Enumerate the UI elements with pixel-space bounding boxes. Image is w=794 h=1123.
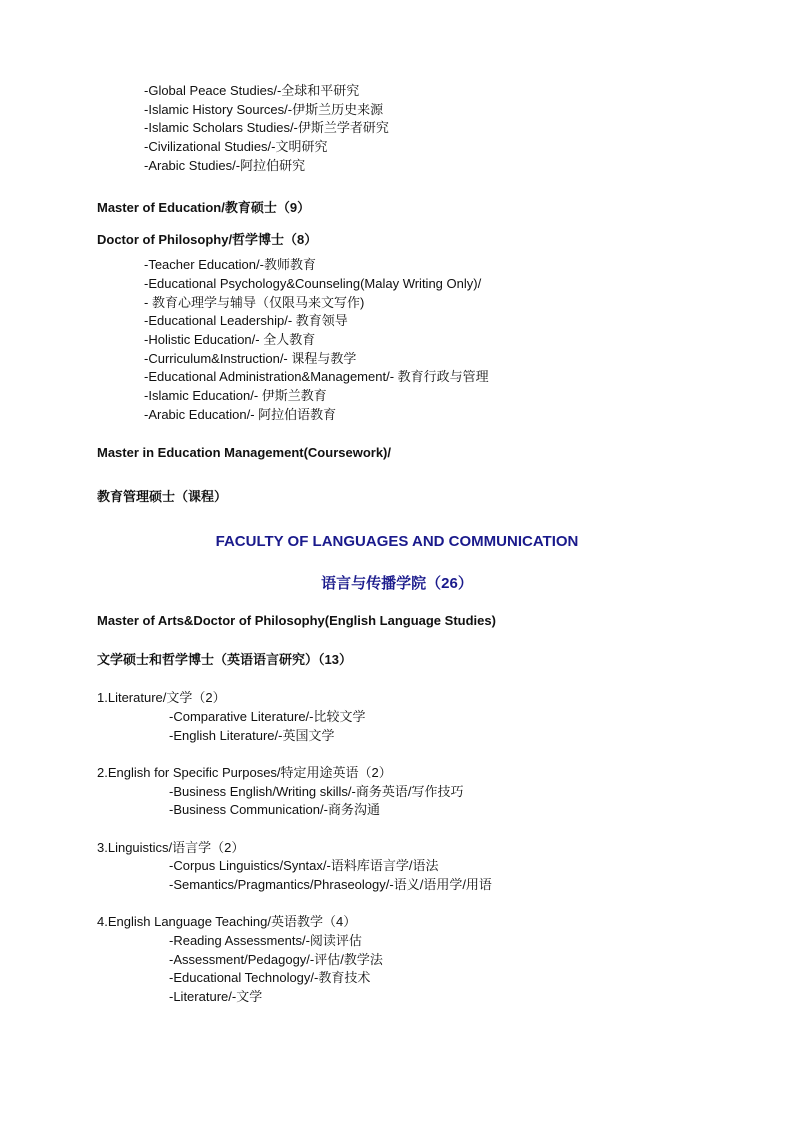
list-item: -Holistic Education/- 全人教育 [144,332,316,347]
faculty-title: FACULTY OF LANGUAGES AND COMMUNICATION [215,533,579,550]
list-item: -Comparative Literature/-比较文学 [169,709,366,724]
faculty-title-cn: 语言与传播学院（26） [321,575,473,592]
list-item: -Curriculum&Instruction/- 课程与教学 [144,351,357,366]
list-item: - 教育心理学与辅导（仅限马来文写作) [144,295,365,310]
list-item: -Civilizational Studies/-文明研究 [144,139,328,154]
area-title: 1.Literature/文学（2） [97,690,226,705]
list-item: -Islamic Education/- 伊斯兰教育 [144,388,327,403]
list-item: -Assessment/Pedagogy/-评估/教学法 [169,952,383,967]
area-title: 4.English Language Teaching/英语教学（4） [97,914,357,929]
list-item: -Arabic Education/- 阿拉伯语教育 [144,407,337,422]
list-item: -Business English/Writing skills/-商务英语/写作技巧 [169,784,464,799]
list-item: -Educational Leadership/- 教育领导 [144,313,348,328]
list-item: -Semantics/Pragmantics/Phraseology/-语义/语用学/用语 [169,877,492,892]
area-title: 2.English for Specific Purposes/特定用途英语（2） [97,765,392,780]
program-heading-mem-cn: 教育管理硕士（课程） [97,489,228,504]
program-heading-med: Master of Education/教育硕士（9） [97,200,311,215]
program-heading-ma-phd-cn: 文学硕士和哲学博士（英语语言研究）（13） [97,652,352,667]
list-item: -Islamic History Sources/-伊斯兰历史来源 [144,102,384,117]
list-item: -Corpus Linguistics/Syntax/-语料库语言学/语法 [169,858,439,873]
list-item: -Educational Psychology&Counseling(Malay Writing Only)/ [144,276,482,291]
program-heading-mem: Master in Education Management(Coursework)/ [97,445,391,460]
list-item: -Islamic Scholars Studies/-伊斯兰学者研究 [144,120,389,135]
list-item: -Teacher Education/-教师教育 [144,257,316,272]
list-item: -English Literature/-英国文学 [169,728,335,743]
list-item: -Business Communication/-商务沟通 [169,802,380,817]
list-item: -Global Peace Studies/-全球和平研究 [144,83,360,98]
list-item: -Literature/-文学 [169,989,263,1004]
list-item: -Reading Assessments/-阅读评估 [169,933,362,948]
list-item: -Educational Technology/-教育技术 [169,970,371,985]
area-title: 3.Linguistics/语言学（2） [97,840,245,855]
list-item: -Arabic Studies/-阿拉伯研究 [144,158,306,173]
list-item: -Educational Administration&Management/- 教育行政与管理 [144,369,489,384]
program-heading-ma-phd: Master of Arts&Doctor of Philosophy(English Language Studies) [97,613,496,628]
program-heading-phd: Doctor of Philosophy/哲学博士（8） [97,232,318,247]
